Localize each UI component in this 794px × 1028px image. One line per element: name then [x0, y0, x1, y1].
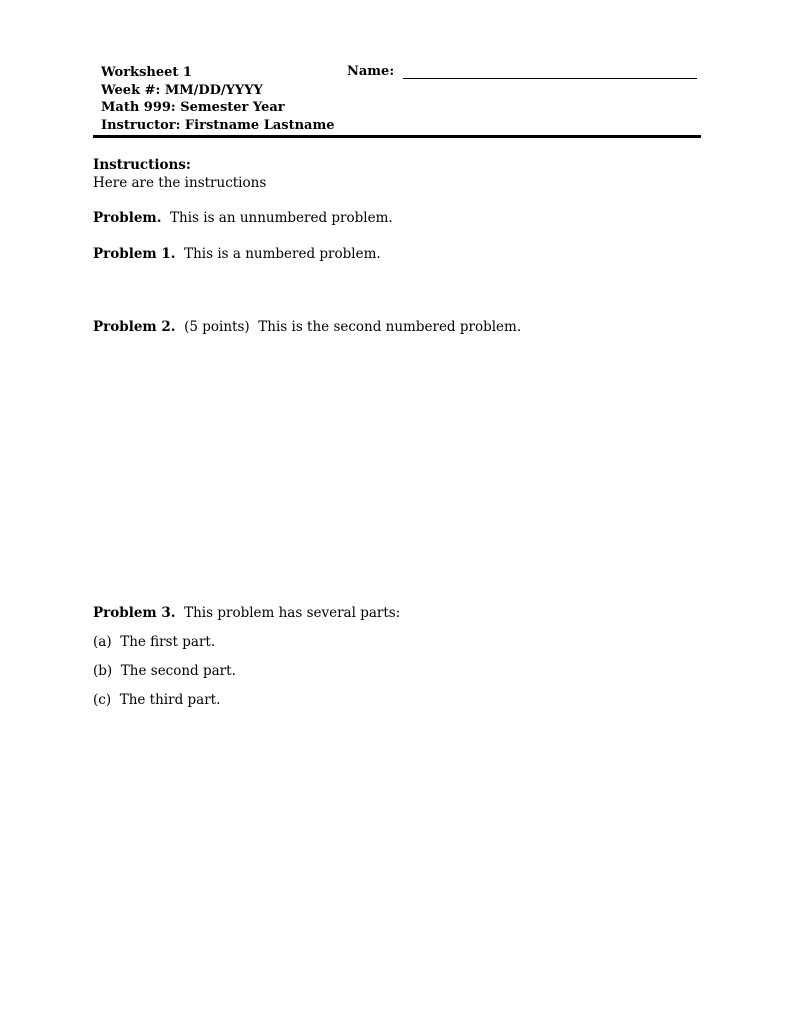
- week-line: Week #: MM/DD/YYYY: [101, 82, 263, 98]
- name-blank-line[interactable]: [403, 65, 697, 79]
- problem-label: Problem 2.: [93, 319, 176, 335]
- part-text: The third part.: [119, 692, 221, 708]
- part-label: (a): [93, 634, 112, 650]
- part-c: [93, 692, 220, 708]
- instructions-text: Here are the instructions: [93, 175, 267, 191]
- part-text: The second part.: [120, 663, 236, 679]
- worksheet-title: Worksheet 1: [101, 65, 192, 80]
- instructor-line: Instructor: Firstname Lastname: [101, 117, 335, 133]
- part-label: (c): [93, 692, 112, 708]
- problem-label: Problem 1.: [93, 246, 176, 262]
- problem-3: [93, 605, 400, 621]
- part-b: [93, 663, 236, 679]
- instructions-title: Instructions:: [93, 157, 191, 173]
- problem-text: This is an unnumbered problem.: [170, 210, 393, 226]
- problem-2: [93, 319, 521, 335]
- header-info: [101, 64, 334, 134]
- problem-text: This problem has several parts:: [184, 605, 401, 621]
- problem-unnumbered: [93, 210, 393, 226]
- header-rule: [93, 135, 701, 138]
- name-label: Name:: [347, 64, 395, 79]
- part-a: [93, 634, 215, 650]
- part-label: (b): [93, 663, 113, 679]
- problem-label: Problem 3.: [93, 605, 176, 621]
- problem-text: This is a numbered problem.: [184, 246, 381, 262]
- problem-text: This is the second numbered problem.: [258, 319, 522, 335]
- name-field: [347, 64, 697, 79]
- part-text: The first part.: [120, 634, 216, 650]
- problem-1: [93, 246, 381, 262]
- course-line: Math 999: Semester Year: [101, 100, 285, 115]
- problem-points: (5 points): [184, 319, 250, 335]
- problem-label: Problem.: [93, 210, 162, 226]
